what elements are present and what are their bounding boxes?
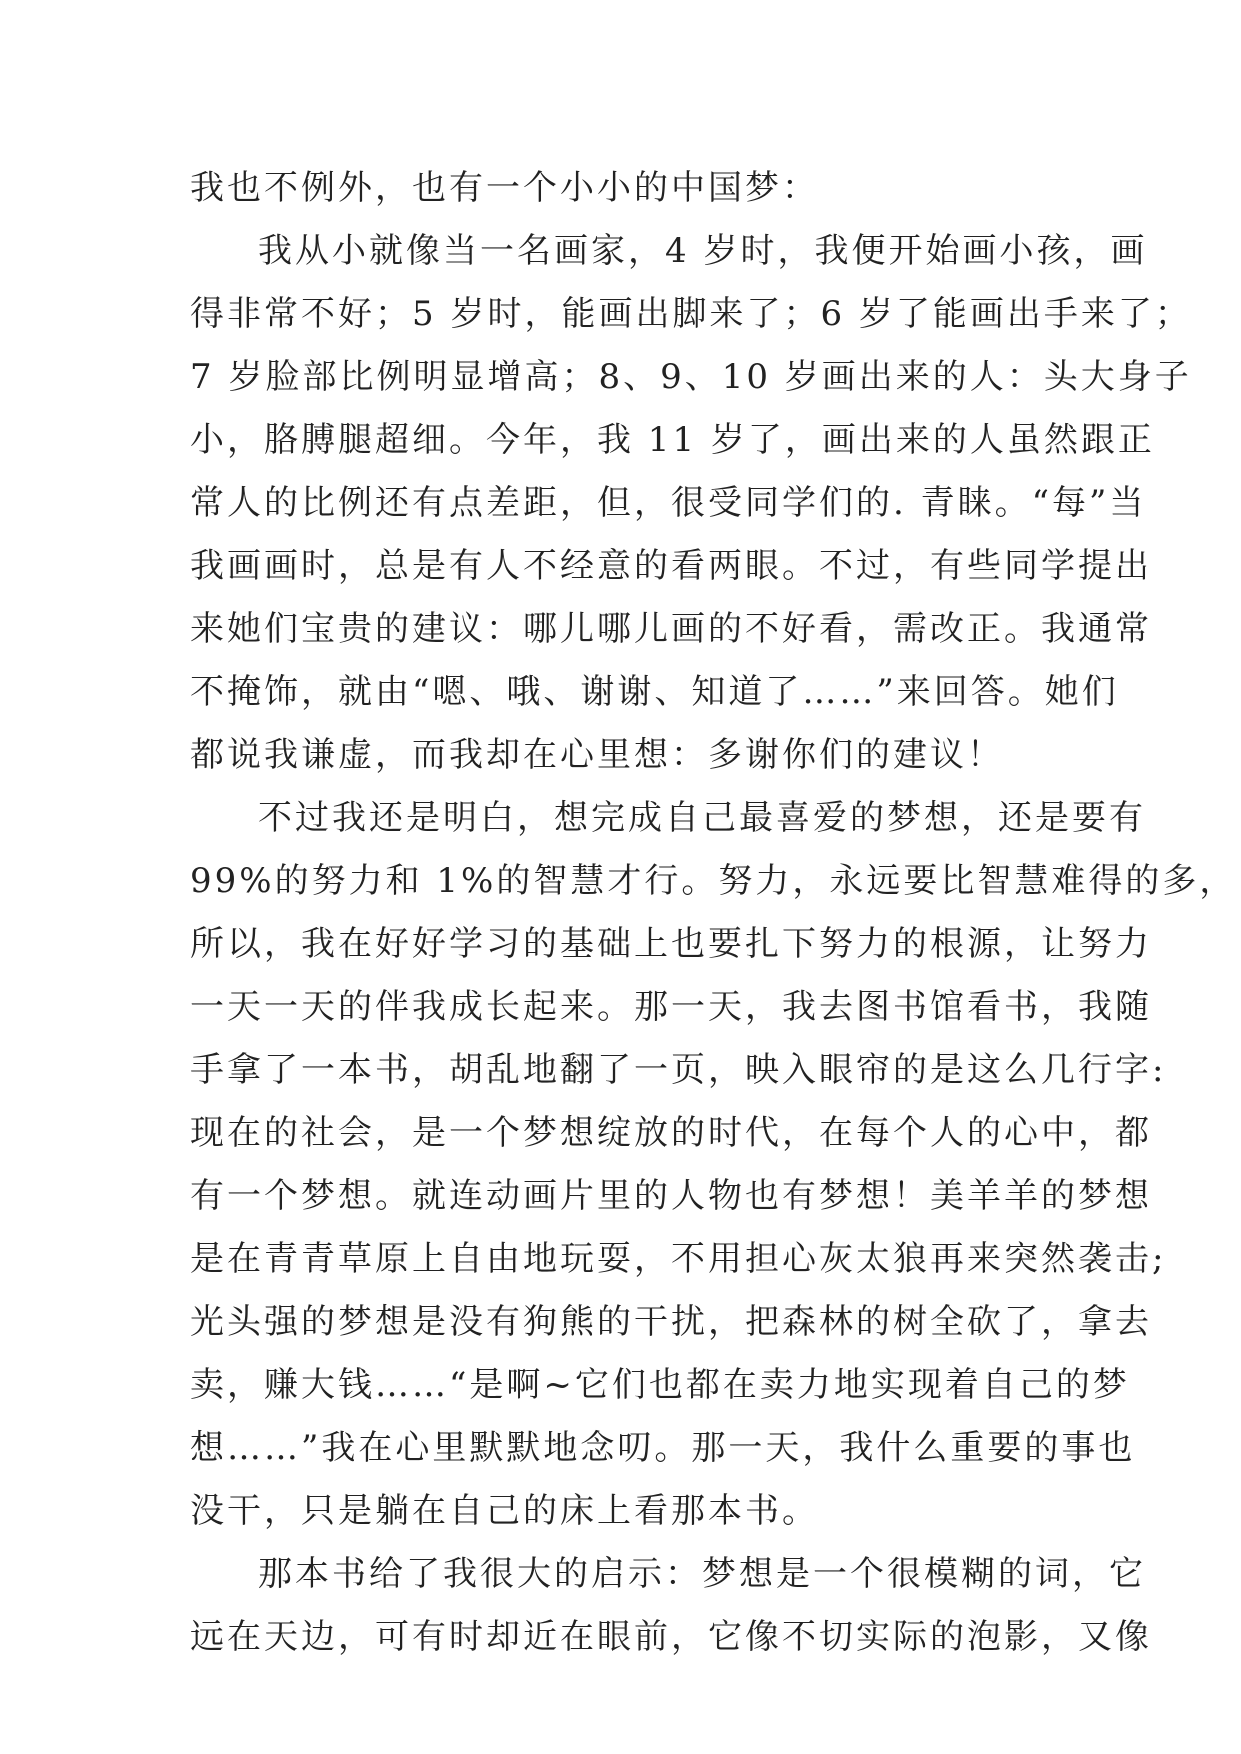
- text-line: 现在的社会，是一个梦想绽放的时代，在每个人的心中，都: [190, 1113, 1152, 1153]
- text-line: 是在青青草原上自由地玩耍，不用担心灰太狼再来突然袭击;: [190, 1239, 1167, 1279]
- text-line: 远在天边，可有时却近在眼前，它像不切实际的泡影，又像: [190, 1617, 1152, 1657]
- text-line: 卖，赚大钱……“是啊~它们也都在卖力地实现着自己的梦: [190, 1365, 1130, 1405]
- text-line: 所以，我在好好学习的基础上也要扎下努力的根源，让努力: [190, 924, 1152, 964]
- text-line: 99%的努力和 1%的智慧才行。努力，永远要比智慧难得的多，: [190, 861, 1237, 901]
- text-line: 小，胳膊腿超细。今年，我 11 岁了，画出来的人虽然跟正: [190, 420, 1155, 460]
- text-line: 7 岁脸部比例明显增高；8、9、10 岁画出来的人：头大身子: [190, 357, 1192, 397]
- text-line: 没干，只是躺在自己的床上看那本书。: [190, 1491, 819, 1531]
- paragraph-start-line: 我从小就像当一名画家，4 岁时，我便开始画小孩，画: [258, 231, 1148, 271]
- paragraph-start-line: 不过我还是明白，想完成自己最喜爱的梦想，还是要有: [258, 798, 1146, 838]
- text-line: 都说我谦虚，而我却在心里想：多谢你们的建议！: [190, 735, 1004, 775]
- text-line: 光头强的梦想是没有狗熊的干扰，把森林的树全砍了，拿去: [190, 1302, 1152, 1342]
- text-line: 常人的比例还有点差距，但，很受同学们的. 青睐。“每”当: [190, 483, 1147, 523]
- text-line: 不掩饰，就由“嗯、哦、谢谢、知道了……”来回答。她们: [190, 672, 1119, 712]
- document-body: [190, 157, 1237, 1669]
- paragraph-start-line: 那本书给了我很大的启示：梦想是一个很模糊的词，它: [258, 1554, 1146, 1594]
- text-line: 有一个梦想。就连动画片里的人物也有梦想！美羊羊的梦想: [190, 1176, 1152, 1216]
- text-line: 想……”我在心里默默地念叨。那一天，我什么重要的事也: [190, 1428, 1136, 1468]
- text-line: 我画画时，总是有人不经意的看两眼。不过，有些同学提出: [190, 546, 1152, 586]
- text-line: 得非常不好；5 岁时，能画出脚来了；6 岁了能画出手来了；: [190, 294, 1192, 334]
- text-line: 一天一天的伴我成长起来。那一天，我去图书馆看书，我随: [190, 987, 1152, 1027]
- text-line: 我也不例外，也有一个小小的中国梦：: [190, 168, 819, 208]
- text-line: 来她们宝贵的建议：哪儿哪儿画的不好看，需改正。我通常: [190, 609, 1152, 649]
- text-line: 手拿了一本书，胡乱地翻了一页，映入眼帘的是这么几行字:: [190, 1050, 1167, 1090]
